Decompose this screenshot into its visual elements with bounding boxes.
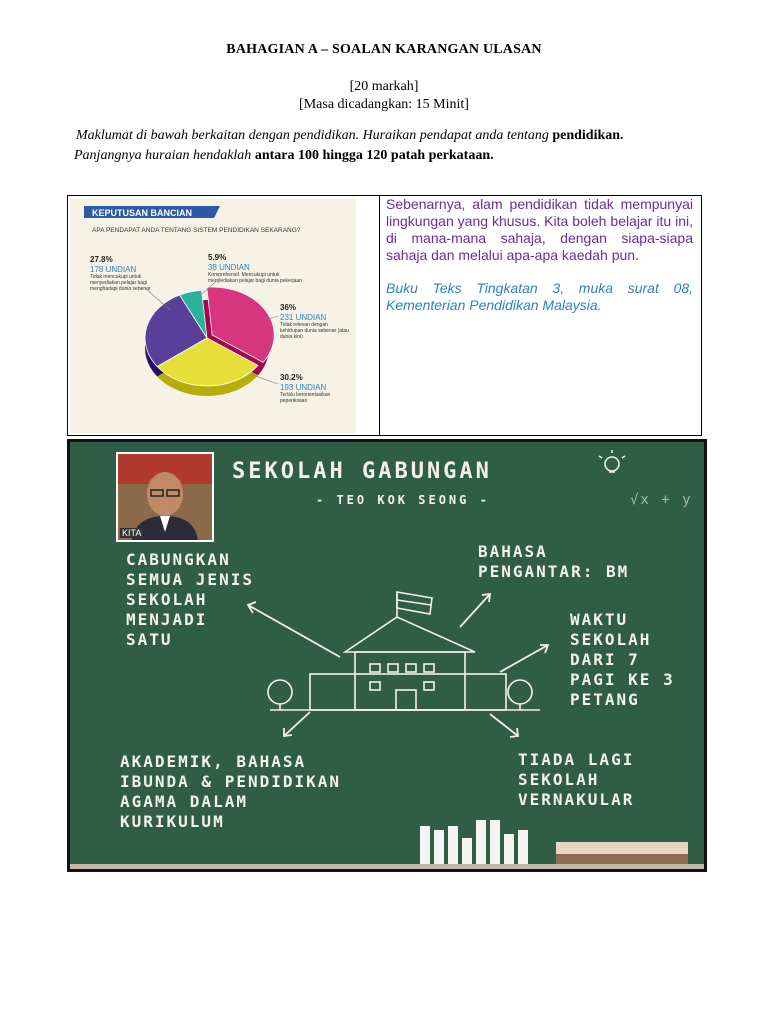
point-bottom-right: TIADA LAGI SEKOLAH VERNAKULAR	[518, 750, 635, 809]
time-line: [Masa dicadangkan: 15 Minit]	[299, 97, 469, 112]
survey-banner: KEPUTUSAN BANCIAN	[92, 208, 193, 218]
point-bottom-left: AKADEMIK, BAHASA IBUNDA & PENDIDIKAN AGAMA DALAM KURIKULUM	[120, 752, 342, 831]
chalk-sticks	[420, 820, 528, 866]
quote-cell	[380, 196, 701, 435]
slice-votes-2: 231 UNDIAN	[280, 313, 327, 322]
board-author: - TEO KOK SEONG -	[316, 493, 490, 507]
slice-desc-0: Tidak mencukupi untuk menyediakan pelajar bagi menghadapi dunia sebenar	[90, 274, 151, 292]
slice-pct-3: 30.2%	[280, 373, 303, 382]
marks-info	[0, 78, 768, 114]
survey-poster	[70, 198, 356, 433]
point-top-right: BAHASA PENGANTAR: BM	[478, 542, 630, 581]
point-mid-right: WAKTU SEKOLAH DARI 7 PAGI KE 3 PETANG	[570, 610, 675, 709]
math-doodle: √x + y	[630, 492, 693, 508]
marks-line: [20 markah]	[349, 79, 419, 94]
school-building-drawing	[268, 592, 540, 710]
slice-votes-0: 178 UNDIAN	[90, 265, 137, 274]
lightbulb-icon	[599, 450, 625, 472]
slice-desc-2: Tidak relevan dengan kehidupan dunia sebenar (atau dunia kini)	[280, 322, 349, 340]
board-title: SEKOLAH GABUNGAN	[232, 459, 492, 484]
slice-votes-1: 38 UNDIAN	[208, 263, 250, 272]
info-table	[67, 195, 702, 436]
section-title: BAHAGIAN A – SOALAN KARANGAN ULASAN	[226, 42, 542, 57]
chalkboard-image	[67, 439, 707, 872]
instruction-part1-bold: pendidikan.	[552, 128, 624, 143]
instruction-part1: Maklumat di bawah berkaitan dengan pendidikan. Huraikan pendapat anda tentang	[76, 128, 549, 143]
photo-label: KITA	[122, 528, 142, 538]
slice-pct-1: 5.9%	[208, 253, 227, 262]
chalkboard	[70, 442, 704, 869]
survey-graphic	[70, 198, 356, 433]
slice-pct-0: 27.8%	[90, 255, 113, 264]
survey-cell	[68, 196, 380, 435]
survey-question: APA PENDAPAT ANDA TENTANG SISTEM PENDIDIKAN SEKARANG?	[92, 227, 301, 234]
instruction-part2: Panjangnya huraian hendaklah	[74, 148, 252, 163]
instructions	[76, 126, 716, 166]
instruction-part2-bold: antara 100 hingga 120 patah perkataan.	[254, 148, 494, 163]
point-top-left: CABUNGKAN SEMUA JENIS SEKOLAH MENJADI SATU	[126, 550, 254, 649]
slice-pct-2: 36%	[280, 303, 297, 312]
eraser	[556, 842, 688, 864]
chalk-ledge	[70, 864, 704, 869]
quote-source: Buku Teks Tingkatan 3, muka surat 08, Kementerian Pendidikan Malaysia.	[386, 280, 693, 313]
slice-votes-3: 193 UNDIAN	[280, 383, 327, 392]
slice-desc-3: Terlalu berorientasikan peperiksaan	[280, 392, 331, 404]
quote-text: Sebenarnya, alam pendidikan tidak mempunyai lingkungan yang khusus. Kita boleh belajar itu ini, di mana-mana sahaja, dengan siapa-siapa sahaja dan melalui apa-apa kaedah pun.	[386, 196, 693, 263]
slice-desc-1: Komprehensif. Mencukupi untuk menyediakan pelajar bagi dunia pekerjaan	[208, 272, 302, 284]
